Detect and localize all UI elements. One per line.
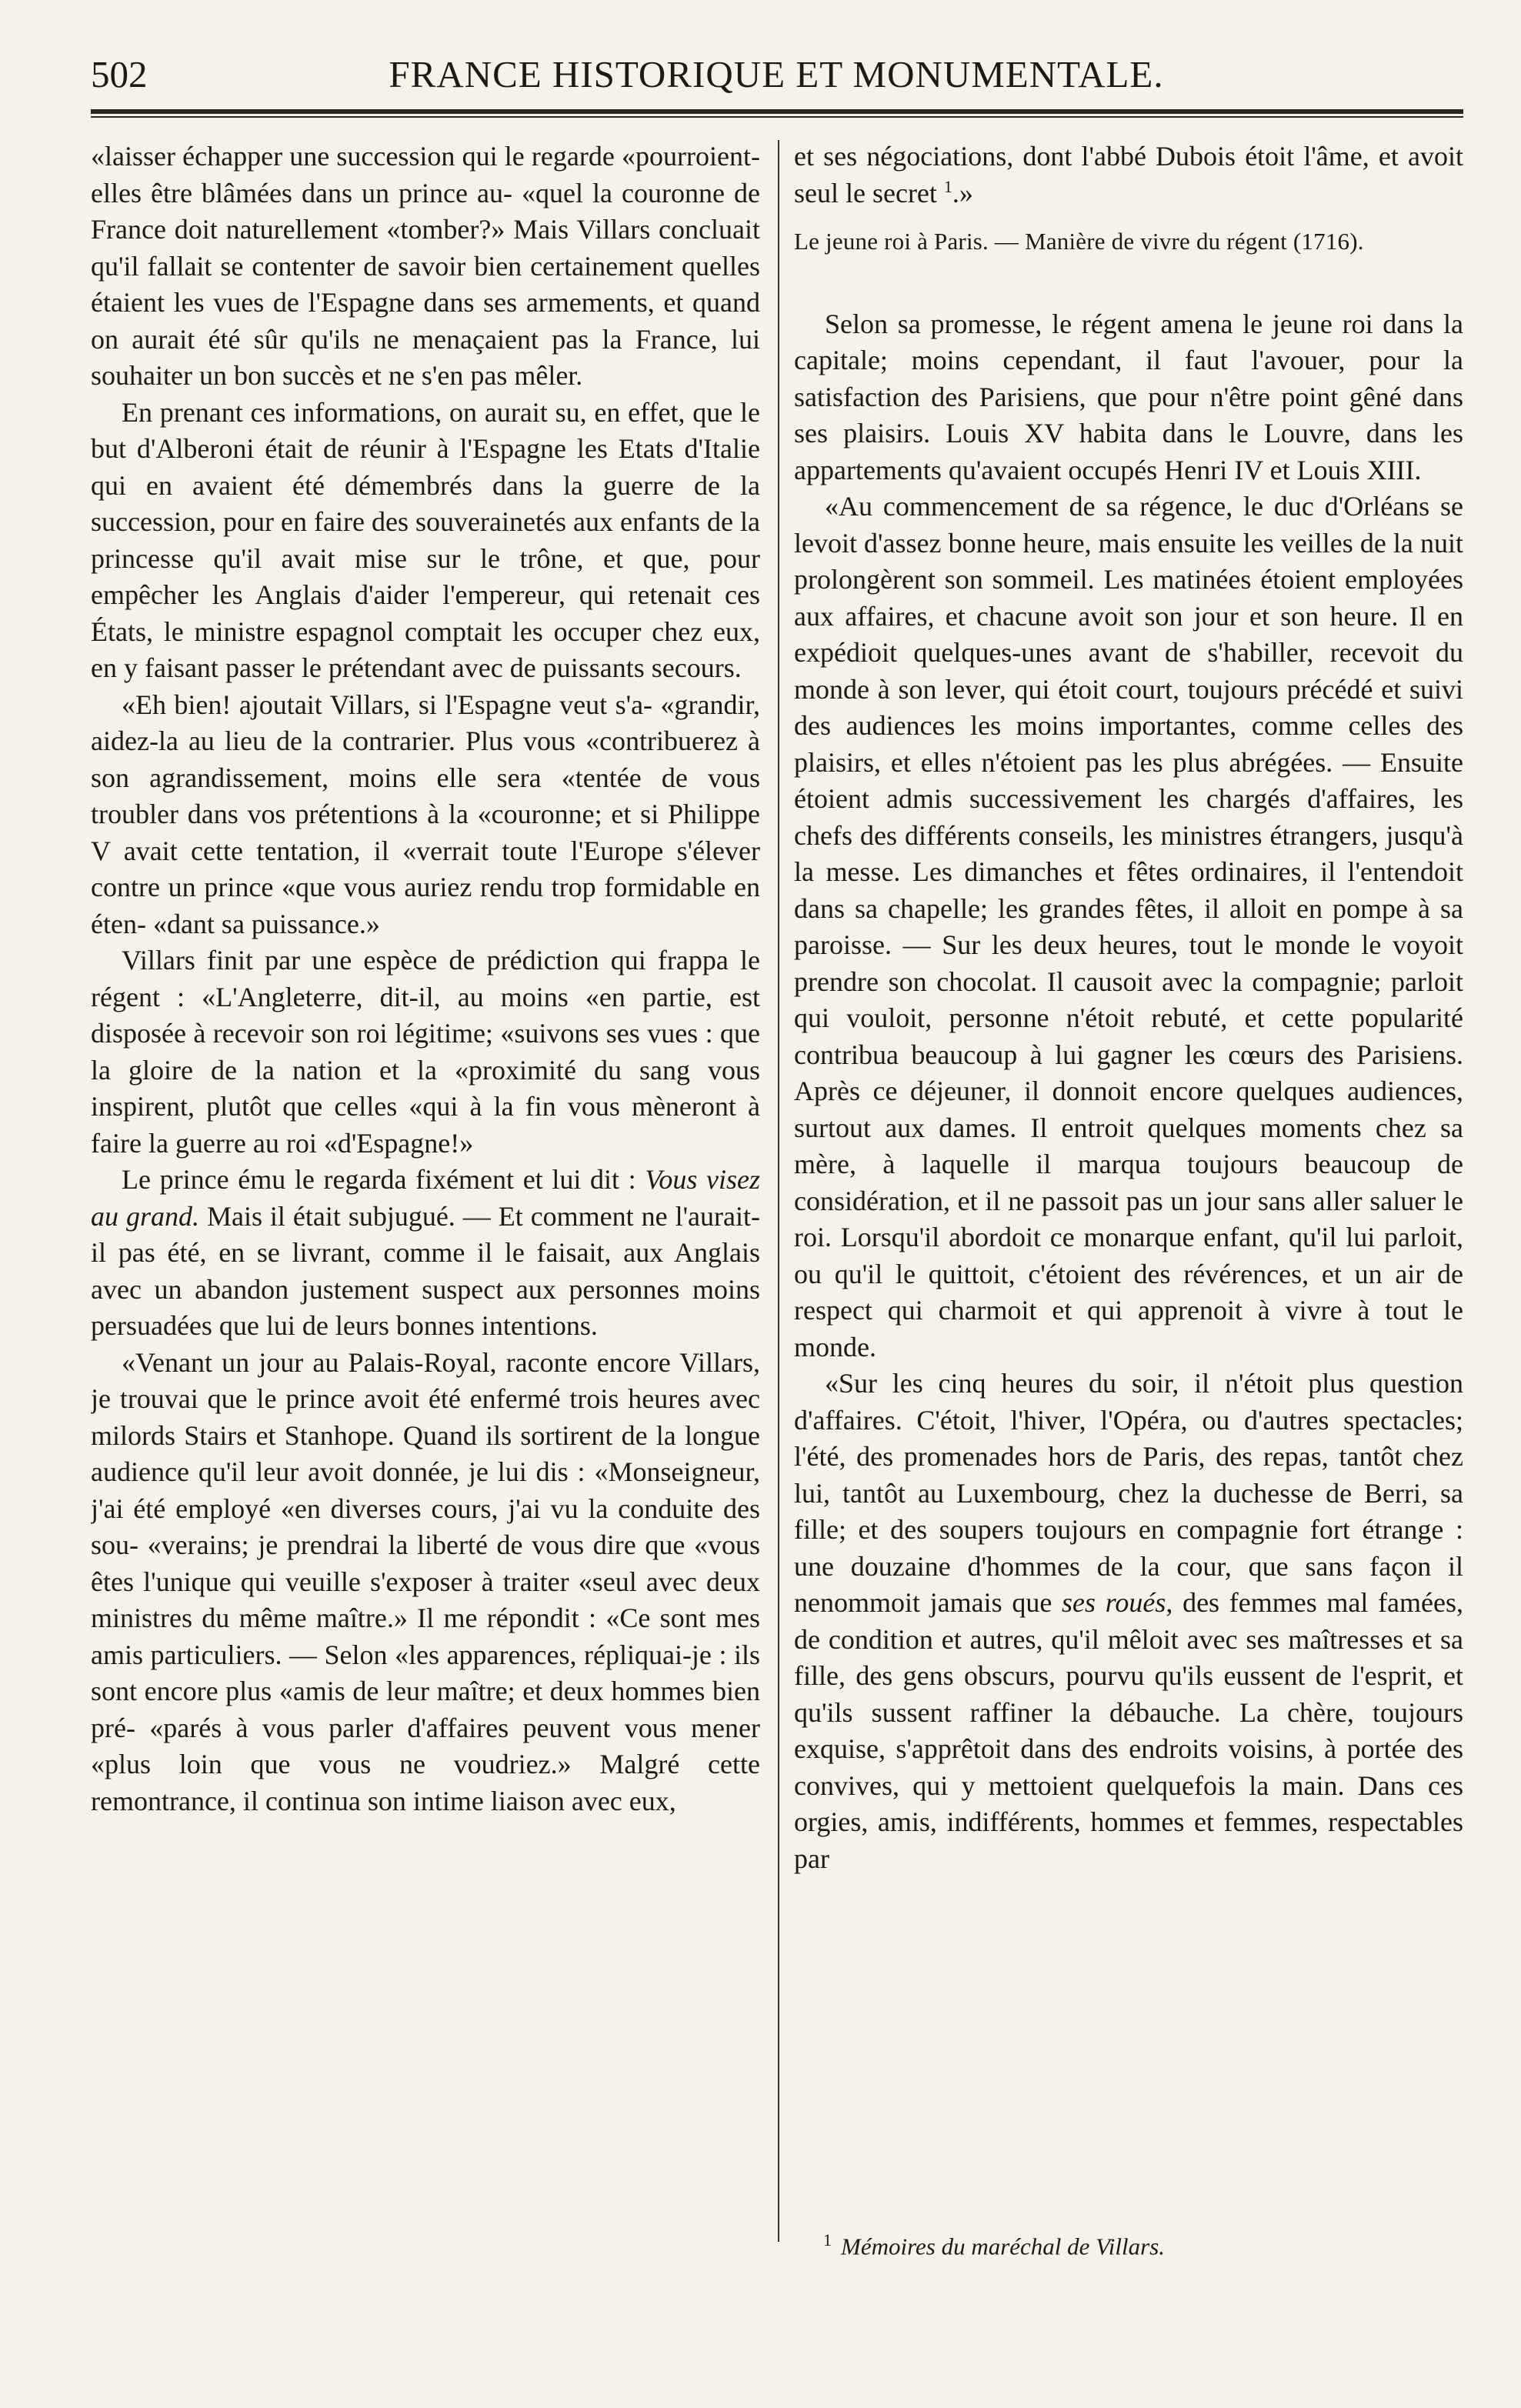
italic-quote: Vous visez au grand. xyxy=(91,1164,760,1232)
paragraph: «Au commencement de sa régence, le duc d'Orléans se levoit d'assez bonne heure, mais ensuite les veilles de la nuit prolongèrent son sommeil. Les matinées étoient employées aux affaires, et chacune avoit son jour et son heure. Il en expédioit quelques-unes avant de s'habiller, recevoit du monde à son lever, qui étoit court, toujours précédé et suivi des audiences les moins importantes, comme celles des plaisirs, et elles n'étoient pas les plus abrégées. — Ensuite étoient admis successivement les chargés d'affaires, les chefs des différents conseils, les ministres étrangers, jusqu'à la messe. Les dimanches et fêtes ordinaires, il l'entendoit dans sa chapelle; les grandes fêtes, il alloit en pompe à sa paroisse. — Sur les deux heures, tout le monde le voyoit prendre son chocolat. Il causoit avec la compagnie; parloit qui vouloit, personne n'étoit rebuté, et cette popularité contribua beaucoup à lui gagner les cœurs des Parisiens. Après ce déjeuner, il donnoit encore quelques audiences, surtout aux dames. Il entroit quelques moments chez sa mère, à laquelle il marqua toujours beaucoup de considération, et il ne passoit pas un jour sans aller saluer le roi. Lorsqu'il abordoit ce monarque enfant, qu'il lui parloit, ou qu'il le quittoit, c'étoient des révérences, et un air de respect qui charmoit et qui apprenoit à vivre à tout le monde. xyxy=(794,491,1463,1362)
running-title: FRANCE HISTORIQUE ET MONUMENTALE. xyxy=(389,53,1164,95)
page-number: 502 xyxy=(91,53,148,95)
footnote-number: 1 xyxy=(823,2230,832,2250)
text-run: et ses négociations, dont l'abbé Dubois étoit l'âme, et avoit seul le secret xyxy=(794,141,1463,208)
paragraph xyxy=(794,1366,1463,1877)
left-column xyxy=(91,138,760,2254)
text-run: , des femmes mal famées, de condition et autres, qu'il mêloit avec ses maîtresses et sa fille, des gens obscurs, pourvu qu'ils eussent de l'esprit, et qu'ils sussent raffiner la débauche. La chère, toujours exquise, s'apprêtoit dans des endroits voisins, à portée des convives, qui y mettoient quelquefois la main. Dans ces orgies, amis, indifférents, hommes et femmes, respectables par xyxy=(794,1587,1463,1874)
text-run: Mais il était subjugué. — Et comment ne l'aurait-il pas été, en se livrant, comme il le faisait, aux Anglais avec un abandon justement suspect aux personnes moins persuadées que lui de leurs bonnes intentions. xyxy=(91,1200,760,1341)
column-divider xyxy=(778,140,779,2242)
text-run: «Sur les cinq heures du soir, il n'étoit plus question d'affaires. C'étoit, l'hiver, l'Opéra, ou d'autres spectacles; l'été, des promenades hors de Paris, des repas, tantôt chez lui, tantôt au Luxembourg, chez la duchesse de Berri, sa fille; et des soupers toujours en compagnie fort étrange : une douzaine d'hommes de la cour, que sans façon il nenommoit jamais que xyxy=(794,1368,1463,1618)
paragraph xyxy=(91,1162,760,1345)
text-run: Le prince ému le regarda fixément et lui dit : xyxy=(122,1164,645,1195)
paragraph: Selon sa promesse, le régent amena le jeune roi dans la capitale; moins cependant, il faut l'avouer, pour la satisfaction des Parisiens, que pour n'être point gêné dans ses plaisirs. Louis XV habita dans le Louvre, dans les appartements qu'avaient occupés Henri IV et Louis XIII. xyxy=(794,308,1463,485)
paragraph: Villars finit par une espèce de prédiction qui frappa le régent : «L'Angleterre, dit-il, au moins «en partie, est disposée à recevoir son roi légitime; «suivons ses vues : que la gloire de la nation et la «proximité du sang vous inspirent, plutôt que celles «qui à la fin vous mèneront à faire la guerre au roi «d'Espagne!» xyxy=(91,945,760,1159)
italic-term: ses roués xyxy=(1062,1587,1166,1618)
footnote-text: Mémoires du maréchal de Villars. xyxy=(841,2233,1166,2260)
paragraph: «Eh bien! ajoutait Villars, si l'Espagne veut s'a- «grandir, aidez-la au lieu de la contrarier. Plus vous «contribuerez à son agrandissement, moins elle sera «tentée de vous troubler dans vos prétentions à la «couronne; et si Philippe V avait cette tentation, il «verrait toute l'Europe s'élever contre un prince «que vous auriez rendu trop formidable en éten- «dant sa puissance.» xyxy=(91,689,760,939)
footnote xyxy=(823,2225,1462,2262)
section-heading: Le jeune roi à Paris. — Manière de vivre du régent (1716). xyxy=(794,228,1364,255)
footnote-reference: 1 xyxy=(943,176,952,196)
paragraph: «Venant un jour au Palais-Royal, raconte encore Villars, je trouvai que le prince avoit été enfermé trois heures avec milords Stairs et Stanhope. Quand ils sortirent de la longue audience qu'il leur avoit donnée, je lui dis : «Monseigneur, j'ai été employé «en diverses cours, j'ai vu la conduite des sou- «verains; je prendrai la liberté de vous dire que «vous êtes l'unique qui veuille s'exposer à traiter «seul avec deux ministres du même maître.» Il me répondit : «Ce sont mes amis particuliers. — Selon «les apparences, répliquai-je : ils sont encore plus «amis de leur maître; et deux hommes bien pré- «parés à vous parler d'affaires peuvent vous mener «plus loin que vous ne voudriez.» Malgré cette remontrance, il continua son intime liaison avec eux, xyxy=(91,1346,760,1816)
right-column xyxy=(794,138,1463,2254)
page-header xyxy=(91,48,1462,102)
header-rule xyxy=(91,109,1463,114)
paragraph xyxy=(794,138,1463,212)
header-rule-thin xyxy=(91,116,1463,118)
paragraph: «laisser échapper une succession qui le regarde «pourroient-elles être blâmées dans un prince au- «quel la couronne de France doit naturellement «tomber?» Mais Villars concluait qu'il fallait se contenter de savoir bien certainement quelles étaient les vues de l'Espagne dans ses armements, et quand on aurait été sûr qu'ils ne menaçaient pas la France, lui souhaiter un bon succès et ne s'en pas mêler. xyxy=(91,141,760,391)
text-run: .» xyxy=(952,177,973,208)
paragraph: En prenant ces informations, on aurait su, en effet, que le but d'Alberoni était de réunir à l'Espagne les Etats d'Italie qui en avaient été démembrés dans la guerre de la succession, pour en faire des souverainetés aux enfants de la princesse qu'il avait mise sur le trône, et que, pour empêcher les Anglais d'aider l'empereur, qui retenait ces États, le ministre espagnol comptait les occuper chez eux, en y faisant passer le prétendant avec de puissants secours. xyxy=(91,396,760,683)
